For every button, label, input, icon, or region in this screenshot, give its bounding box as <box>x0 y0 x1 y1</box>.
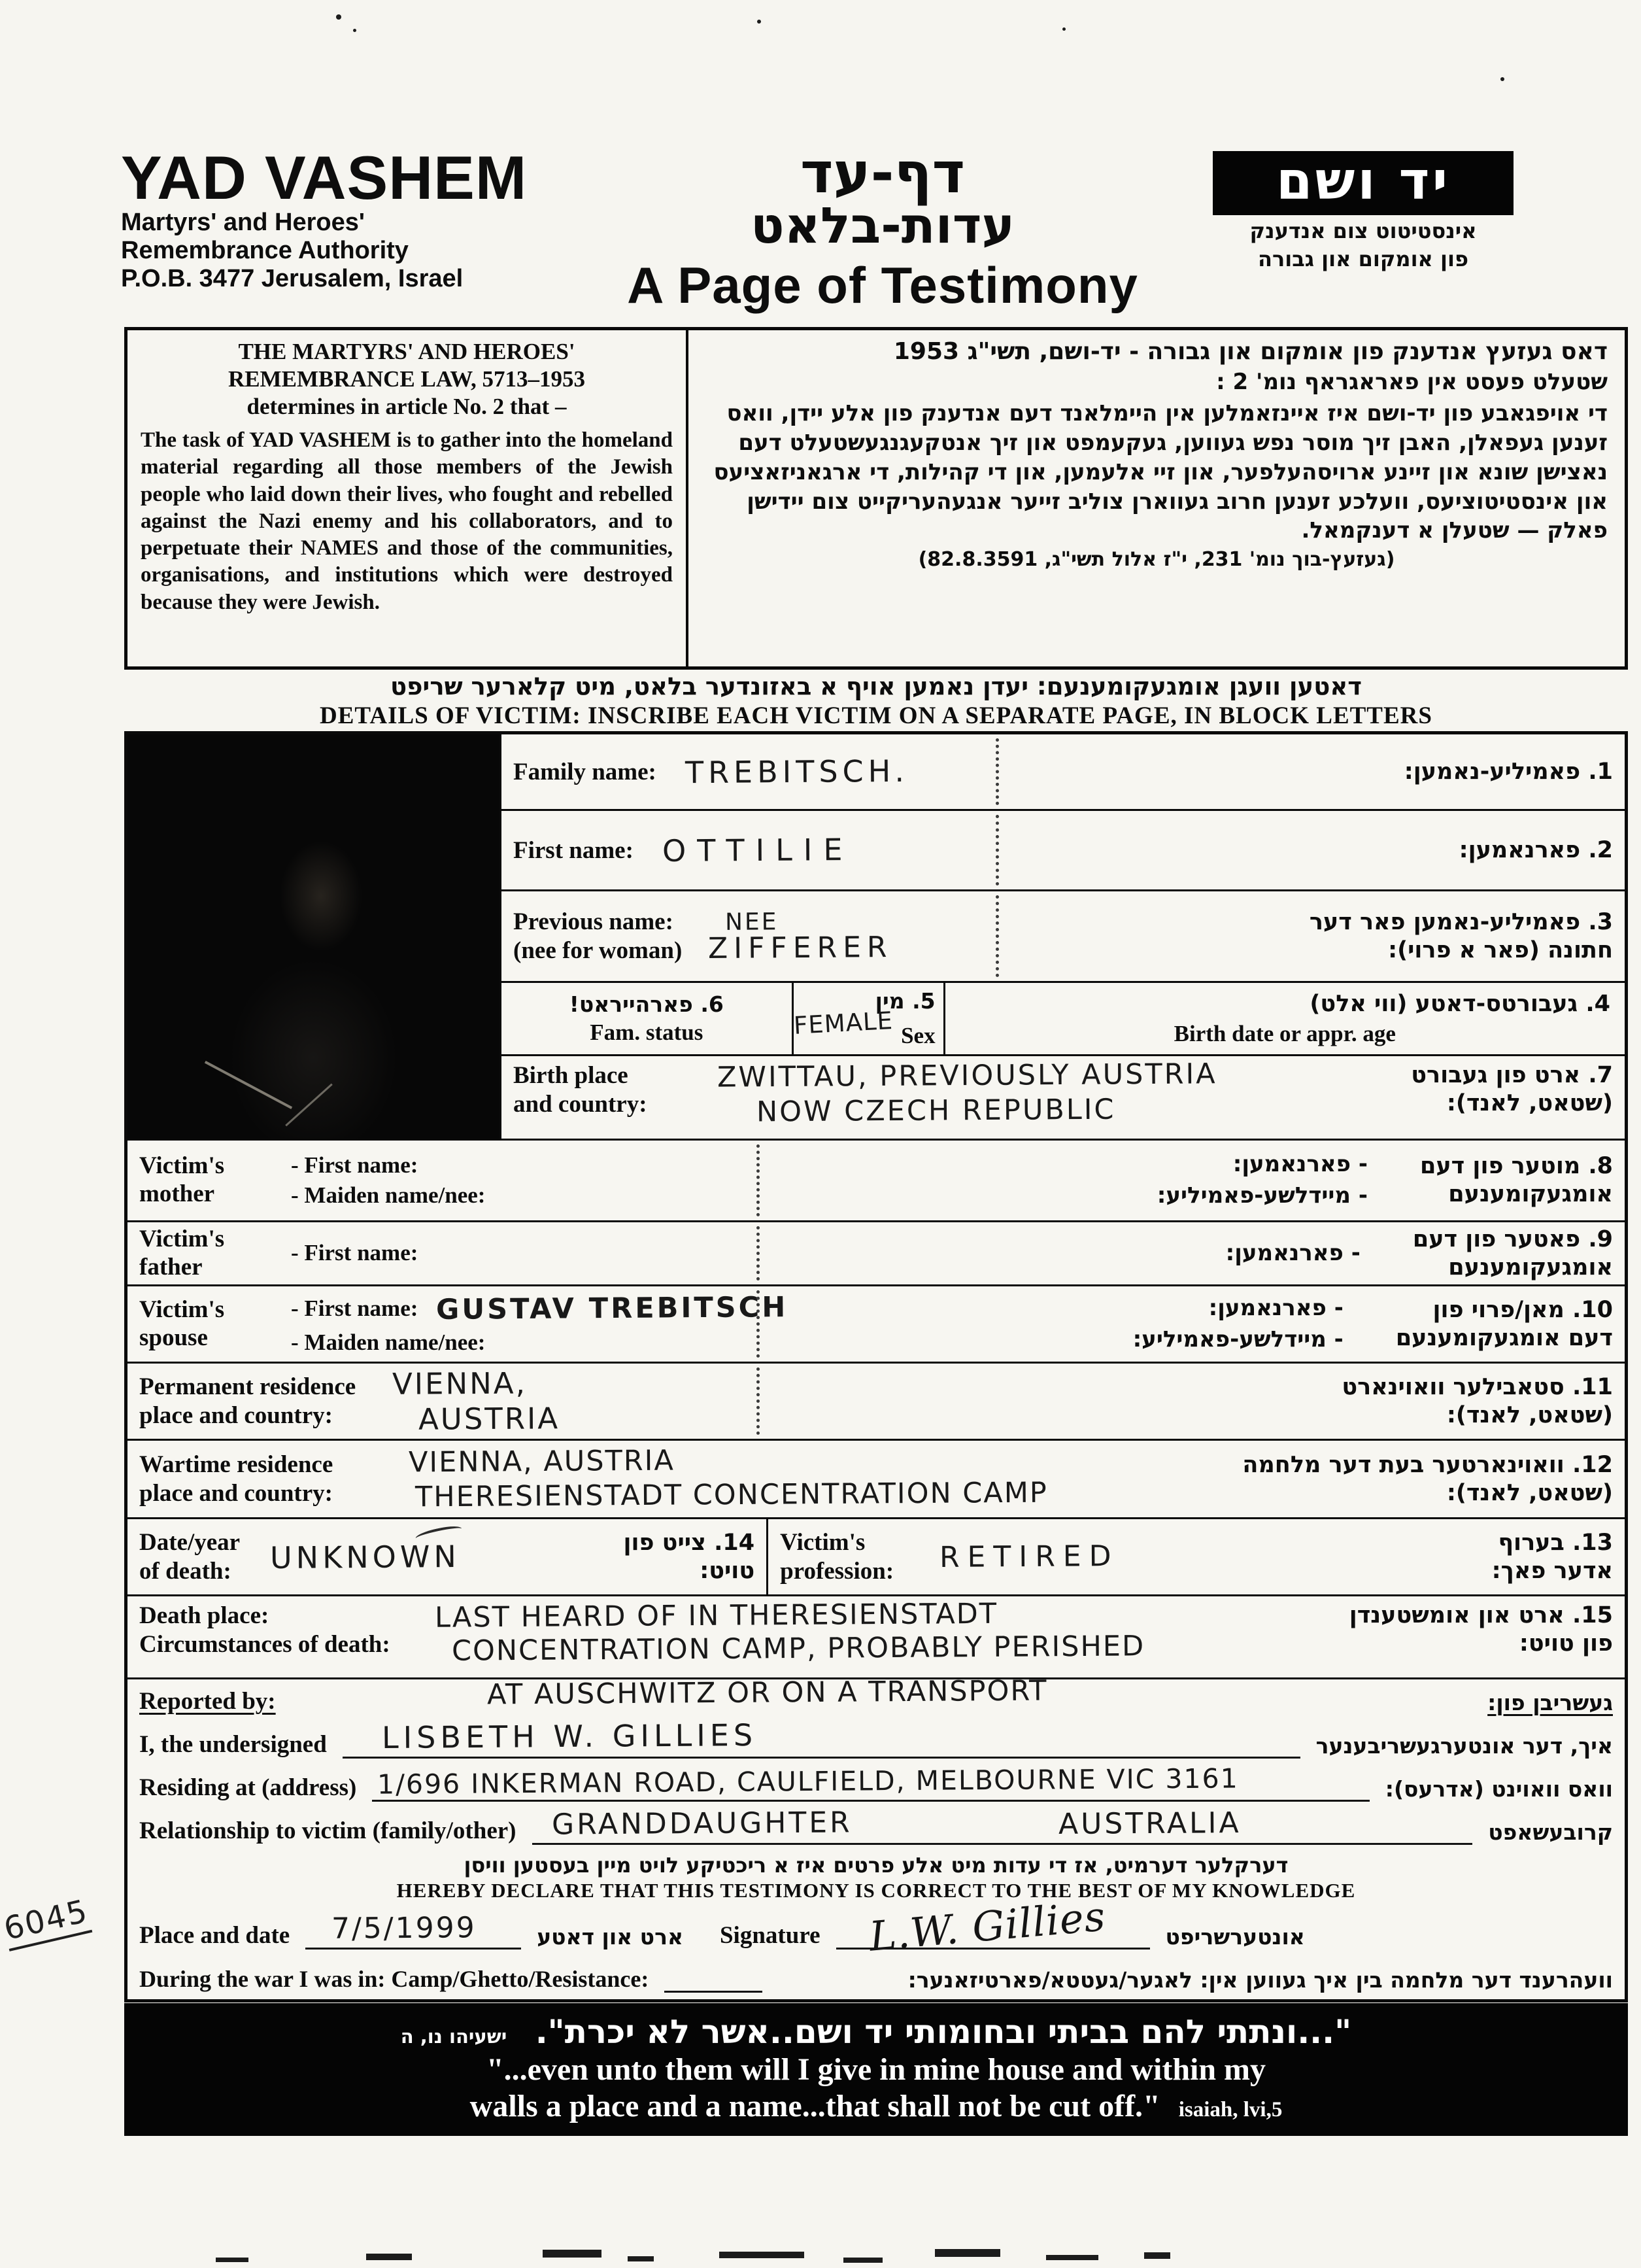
law-text-yiddish <box>688 330 1625 666</box>
mother-label-line1: Victim's <box>139 1152 225 1180</box>
residing-blank <box>372 1762 1369 1802</box>
scan-noise <box>1046 2255 1098 2260</box>
victim-instructions <box>124 672 1628 730</box>
archive-margin-note: 6045 <box>1 1893 93 1951</box>
org-sub-line3: P.O.B. 3477 Jerusalem, Israel <box>121 264 464 292</box>
dotted-divider <box>996 895 999 977</box>
previous-name-value <box>708 910 892 963</box>
previous-name-value-nee: NEE <box>725 908 779 936</box>
death-place-label-line2: Circumstances of death: <box>139 1630 390 1658</box>
place-date-label-hebrew: ארט און דאטע <box>537 1924 683 1950</box>
death-place-value-line1: LAST HEARD OF IN THERESIENSTADT <box>434 1597 998 1634</box>
birth-place-label-line1: Birth place <box>513 1062 628 1089</box>
field-profession <box>768 1519 1625 1594</box>
scan-noise <box>843 2258 883 2263</box>
signature-label: Signature <box>719 1922 820 1949</box>
date-of-death-label-hebrew-line2: טויט: <box>700 1557 755 1584</box>
relationship-value: GRANDDAUGHTER <box>551 1806 853 1842</box>
residing-label-hebrew: וואס וואוינט (אדרעס): <box>1385 1776 1613 1802</box>
spouse-maiden-name-label-hebrew: - מיידלשע-פאמיליע: <box>1132 1326 1344 1352</box>
spouse-label-hebrew-line2: דעם אומגעקומענעם <box>1395 1324 1613 1351</box>
fam-status-label: Fam. status <box>590 1020 703 1045</box>
field-date-of-death <box>127 1519 768 1594</box>
logo-block <box>1213 147 1514 271</box>
previous-name-label-line2: (nee for woman) <box>513 936 683 964</box>
father-sublabels <box>291 1238 418 1268</box>
logo-sub-line2: פון אומקום און גבורה <box>1257 246 1468 271</box>
family-name-value: TREBITSCH. <box>685 753 909 791</box>
title-hebrew-line1: דף-עד <box>800 141 966 206</box>
relationship-label-hebrew: קרובעשאפט <box>1488 1819 1613 1845</box>
field-birth-date <box>945 983 1625 1054</box>
law-reference-yiddish: (געזעץ-בוך נומ' 231, י"ז אלול תשי"ג, 82.8.3591) <box>918 548 1395 572</box>
declaration-yiddish: דערקלער דערמיט, אז די עדות מיט אלע פרטים איז א ריכטיקע לויט מיין בעסטען וויסן <box>464 1853 1289 1878</box>
verse-english-part2: walls a place and a name...that shall not be cut off." <box>469 2088 1160 2123</box>
scan-noise <box>628 2256 654 2261</box>
mother-label-hebrew-group <box>1157 1149 1613 1211</box>
during-war-blank <box>664 1957 762 1993</box>
verse-hebrew-reference: ישעיהו נו, ה <box>400 2025 507 2048</box>
permanent-residence-value-line2: AUSTRIA <box>418 1400 560 1437</box>
profession-label <box>780 1528 894 1585</box>
spouse-label-line1: Victim's <box>139 1296 225 1323</box>
father-label <box>139 1226 275 1281</box>
mother-first-name-label-hebrew: - פארנאמען: <box>1232 1151 1368 1178</box>
birth-place-value-line1: ZWITTAU, PREVIOUSLY AUSTRIA <box>717 1057 1217 1094</box>
death-place-label-hebrew-line1: 15. ארט און אומשטענדן <box>1349 1602 1613 1628</box>
death-place-label-hebrew <box>1349 1602 1613 1657</box>
relationship-blank <box>532 1806 1473 1845</box>
field-spouse <box>127 1286 1625 1364</box>
verse-english-line1 <box>131 2052 1621 2088</box>
place-date-signature-line <box>139 1892 1613 1961</box>
undersigned-label-hebrew: איך, דער אונטערגעשריבענער <box>1315 1733 1613 1759</box>
victim-photo <box>127 734 501 1139</box>
scan-noise <box>216 2258 248 2262</box>
reporter-address-value: 1/696 INKERMAN ROAD, CAULFIELD, MELBOURNE VIC 3161 <box>377 1762 1240 1800</box>
date-of-death-label-line2: of death: <box>139 1557 231 1585</box>
spouse-label-hebrew-group <box>1133 1293 1613 1355</box>
previous-name-label <box>513 908 682 965</box>
field-birth-place <box>501 1056 1625 1139</box>
photo-scratch-mark <box>285 1084 333 1127</box>
previous-name-value-maiden: ZIFFERER <box>708 930 893 965</box>
org-sub-line2: Remembrance Authority <box>121 236 409 264</box>
permanent-residence-label-hebrew <box>1342 1373 1613 1429</box>
mother-sublabels <box>291 1150 485 1211</box>
law-body-yiddish: די אויפגאבע פון יד-ושם איז איינזאמלען אין היימלאנד דעם אנדענק פון אלע יידן, וואס זענען געפאלן, האבן זיך מוסר נפש געווען, געקעמפט און זיך אנטקעגנגעשטעלט דעם נאצישן שונא און זיינע ארויסהעלפער, און זיי אלעמען, און די קהילות, די ארגאניזאציעס און אינסטיטוציעס, וועלכע זענען חרוב געווארן צוליב זייער אנגעהעריקייט צום יידישן פאלק — שטעלן א דענקמאל. <box>713 400 1608 544</box>
relationship-label: Relationship to victim (family/other) <box>139 1817 516 1844</box>
scan-noise <box>1062 27 1066 31</box>
scan-noise <box>719 2252 804 2258</box>
org-sub-line1: Martyrs' and Heroes' <box>121 209 365 236</box>
father-label-line1: Victim's <box>139 1225 225 1252</box>
previous-name-label-hebrew-line2: חתונה (פאר א פרוי): <box>1388 936 1613 963</box>
field-family-name <box>501 734 1625 811</box>
birth-place-label-line2: and country: <box>513 1090 647 1118</box>
verse-hebrew: "...ונתתי להם בביתי ובחומותי יד ושם..אשר לא יכרת". <box>535 2013 1352 2051</box>
title-hebrew-line2: עדות-בלאט <box>750 196 1015 254</box>
mother-maiden-name-label-hebrew: - מיידלשע-פאמיליע: <box>1157 1182 1368 1209</box>
place-date-value: 7/5/1999 <box>331 1911 477 1946</box>
reporter-section <box>127 1679 1625 1999</box>
wartime-residence-label-hebrew <box>1242 1451 1613 1507</box>
date-of-death-label <box>139 1528 240 1585</box>
field-fam-status <box>501 983 794 1054</box>
instruction-english: DETAILS OF VICTIM: INSCRIBE EACH VICTIM ON A SEPARATE PAGE, IN BLOCK LETTERS <box>320 702 1432 729</box>
dotted-divider <box>756 1226 760 1280</box>
dotted-divider <box>756 1144 760 1216</box>
spouse-label-line2: spouse <box>139 1324 208 1351</box>
law-body-english: The task of YAD VASHEM is to gather into the homeland material regarding all those members of the Jewish people who laid down their lives, who fought and rebelled against the Nazi enemy and his collaborators, and to perpetuate their NAMES and those of the communities, organisations, and institutions which were destroyed because they were Jewish. <box>141 428 673 614</box>
spouse-first-name-label-hebrew: - פארנאמען: <box>1208 1294 1344 1321</box>
logo-sub-line1: אינסטיטוט צום אנדענק <box>1249 218 1477 243</box>
date-of-death-label-line1: Date/year <box>139 1528 241 1556</box>
declaration-english: HEREBY DECLARE THAT THIS TESTIMONY IS CORRECT TO THE BEST OF MY KNOWLEDGE <box>396 1879 1356 1902</box>
reported-by-label-hebrew: געשריבן פון: <box>1487 1690 1613 1715</box>
scan-noise <box>543 2250 601 2258</box>
father-sublabels-hebrew <box>1226 1238 1361 1269</box>
remembrance-law-box <box>124 327 1628 670</box>
sex-label-hebrew: 5. מין <box>875 988 936 1014</box>
first-name-label-hebrew: 2. פארנאמען: <box>1459 837 1613 863</box>
permanent-residence-label <box>139 1373 356 1430</box>
during-war-line <box>139 1957 1613 1993</box>
date-of-death-value: UNKNOWN <box>269 1538 461 1575</box>
signature-label-hebrew: אונטערשריפט <box>1165 1924 1305 1950</box>
residing-label: Residing at (address) <box>139 1774 357 1801</box>
signature-value: L.W. Gillies <box>867 1892 1108 1961</box>
undersigned-line <box>139 1717 1613 1759</box>
spouse-first-name-line <box>291 1290 788 1328</box>
mother-label-hebrew <box>1420 1152 1613 1208</box>
death-place-label-line1: Death place: <box>139 1602 269 1629</box>
dotted-divider <box>756 1367 760 1435</box>
relationship-value-country: AUSTRALIA <box>1058 1806 1242 1841</box>
death-place-value <box>434 1597 1145 1711</box>
instruction-yiddish: דאטען וועגן אומגעקומענעם: יעדן נאמען אויף א באזונדער בלאט, מיט קלארער שריפט <box>390 672 1362 700</box>
law-heading-yiddish2: שטעלט פעסט אין פאראגראף נומ' 2 : <box>1216 368 1608 395</box>
father-label-hebrew <box>1413 1226 1613 1281</box>
scan-noise <box>757 20 761 24</box>
photo-scratch-mark <box>205 1061 292 1109</box>
verse-english-part1: "...even unto them will I give in mine house and within my <box>486 2052 1266 2087</box>
place-date-blank <box>305 1911 521 1950</box>
birth-place-label-hebrew <box>1411 1061 1613 1117</box>
father-label-line2: father <box>139 1253 203 1280</box>
wartime-residence-value-line1: VIENNA, AUSTRIA <box>408 1444 675 1479</box>
death-place-value-line2: CONCENTRATION CAMP, PROBABLY PERISHED <box>451 1630 1145 1668</box>
birth-place-label <box>513 1061 647 1118</box>
field-father <box>127 1222 1625 1286</box>
scan-noise <box>1500 77 1504 81</box>
during-war-label-hebrew: וועהרענד דער מלחמה בין איך געווען אין: לאגער/געטטא/פארטיזאנער: <box>907 1967 1613 1993</box>
during-war-label: During the war I was in: Camp/Ghetto/Resistance: <box>139 1966 649 1992</box>
org-block <box>121 143 552 293</box>
permanent-residence-value <box>392 1366 560 1437</box>
mother-sublabels-hebrew <box>1157 1149 1368 1211</box>
field-status-sex-birthdate <box>501 983 1625 1056</box>
birth-place-value-line2: NOW CZECH REPUBLIC <box>756 1093 1116 1129</box>
birth-place-label-hebrew-line2: (שטאט, לאנד): <box>1446 1090 1613 1116</box>
fam-status-label-hebrew: 6. פארהייראט! <box>569 991 724 1017</box>
spouse-label <box>139 1296 275 1352</box>
law-text-english <box>127 330 688 666</box>
mother-label <box>139 1152 275 1208</box>
reported-by-label: Reported by: <box>139 1688 276 1715</box>
profession-label-hebrew-line1: 13. בערוף <box>1498 1529 1613 1556</box>
field-mother <box>127 1141 1625 1222</box>
law-heading-line3: determines in article No. 2 that – <box>246 394 567 419</box>
family-name-label: Family name: <box>513 758 656 785</box>
form-header <box>121 141 1599 315</box>
mother-label-hebrew-line2: אומגעקומענעם <box>1448 1181 1613 1207</box>
scripture-banner <box>124 2003 1628 2136</box>
wartime-residence-label-hebrew-line1: 12. וואוינארטער בעת דער מלחמה <box>1242 1451 1613 1478</box>
father-first-name-label-hebrew: - פארנאמען: <box>1225 1239 1361 1266</box>
reporter-name-value: LISBETH W. GILLIES <box>381 1717 758 1756</box>
field-death-date-and-profession <box>127 1519 1625 1596</box>
profession-label-line1: Victim's <box>780 1528 866 1556</box>
permanent-residence-value-line1: VIENNA, <box>392 1366 528 1402</box>
first-name-label: First name: <box>513 836 634 864</box>
spouse-maiden-name-label: - Maiden name/nee: <box>291 1329 486 1355</box>
mother-label-line2: mother <box>139 1180 215 1207</box>
law-heading-line1: THE MARTYRS' AND HEROES' <box>238 339 575 364</box>
verse-hebrew-line <box>131 2012 1621 2052</box>
law-heading-yiddish1: דאס געזעץ אנדענק פון אומקום און גבורה - יד-ושם, תשי"ג 1953 <box>893 338 1608 365</box>
signature-blank <box>836 1892 1150 1961</box>
father-label-hebrew-line1: 9. פאטער פון דעם <box>1412 1226 1613 1252</box>
undersigned-label: I, the undersigned <box>139 1731 327 1758</box>
wartime-residence-value-line2: THERESIENSTADT CONCENTRATION CAMP <box>414 1476 1048 1514</box>
permanent-residence-label-hebrew-line2: (שטאט, לאנד): <box>1446 1401 1613 1428</box>
relationship-line <box>139 1806 1613 1845</box>
profession-label-hebrew <box>1492 1529 1613 1585</box>
dotted-divider <box>756 1290 760 1358</box>
field-sex <box>794 983 945 1054</box>
verse-english-line2 <box>131 2088 1621 2125</box>
field-previous-name <box>501 891 1625 983</box>
spouse-sublabels <box>291 1290 788 1358</box>
mother-maiden-name-label: - Maiden name/nee: <box>291 1182 486 1208</box>
family-name-label-hebrew: 1. פאמיליע-נאמען: <box>1404 759 1613 785</box>
mother-label-hebrew-line1: 8. מוטער פון דעם <box>1419 1153 1613 1180</box>
previous-name-label-hebrew <box>1310 908 1613 964</box>
law-heading-line2: REMEMBRANCE LAW, 5713–1953 <box>228 366 586 392</box>
death-place-label-hebrew-line2: פון טויט: <box>1519 1630 1613 1657</box>
scan-noise <box>336 14 341 20</box>
scan-noise <box>353 29 356 32</box>
profession-value: RETIRED <box>939 1539 1119 1574</box>
father-label-hebrew-group <box>1226 1226 1613 1281</box>
father-first-name-label: - First name: <box>291 1240 418 1266</box>
birth-place-value <box>717 1057 1217 1129</box>
birth-date-label: Birth date or appr. age <box>1174 1020 1396 1046</box>
profession-label-line2: profession: <box>780 1557 894 1585</box>
father-label-hebrew-line2: אומגעקומענעם <box>1448 1254 1613 1280</box>
residing-line <box>139 1762 1613 1802</box>
spouse-first-name-label: - First name: <box>291 1296 418 1322</box>
scan-noise <box>1144 2252 1170 2259</box>
yad-vashem-logo: יד ושם <box>1213 151 1514 215</box>
spouse-label-hebrew-line1: 10. מאן/פרוי פון <box>1432 1296 1613 1323</box>
dotted-divider <box>996 815 999 885</box>
victim-details-form <box>124 731 1628 2002</box>
fields-column <box>501 734 1625 1139</box>
birth-place-label-hebrew-line1: 7. ארט פון געבורט <box>1411 1062 1613 1088</box>
spouse-sublabels-hebrew <box>1133 1293 1344 1355</box>
field-wartime-residence <box>127 1441 1625 1519</box>
wartime-residence-label-line1: Wartime residence <box>139 1451 333 1478</box>
field-permanent-residence <box>127 1364 1625 1441</box>
previous-name-label-line1: Previous name: <box>513 908 673 935</box>
birth-date-label-hebrew: 4. געבורטס-דאטע (ווי אלט) <box>1310 990 1610 1017</box>
first-name-value: OTTILIE <box>662 831 854 869</box>
permanent-residence-label-hebrew-line1: 11. סטאבילער וואוינארט <box>1342 1373 1613 1400</box>
previous-name-label-hebrew-line1: 3. פאמיליע-נאמען פאר דער <box>1309 908 1613 935</box>
profession-label-hebrew-line2: אדער פאך: <box>1491 1557 1613 1584</box>
page-title-block <box>552 141 1213 315</box>
undersigned-blank <box>343 1717 1300 1759</box>
sex-value: FEMALE <box>792 1006 894 1040</box>
death-place-label <box>139 1602 390 1658</box>
verse-english-reference: isaiah, lvi,5 <box>1178 2097 1283 2122</box>
wartime-residence-label-hebrew-line2: (שטאט, לאנד): <box>1446 1479 1613 1506</box>
place-date-label: Place and date <box>139 1922 290 1949</box>
page-title: A Page of Testimony <box>627 256 1138 314</box>
permanent-residence-label-line2: place and country: <box>139 1401 333 1429</box>
scan-noise <box>366 2254 412 2260</box>
form-top-section <box>127 734 1625 1141</box>
org-name: YAD VASHEM <box>121 143 528 212</box>
dotted-divider <box>996 738 999 805</box>
spouse-first-name-value: GUSTAV TREBITSCH <box>436 1291 788 1326</box>
mother-first-name-label: - First name: <box>291 1152 418 1178</box>
spouse-label-hebrew <box>1396 1296 1613 1352</box>
wartime-residence-value <box>408 1444 1048 1514</box>
date-of-death-label-hebrew-line1: 14. צייט פון <box>623 1529 755 1556</box>
permanent-residence-label-line1: Permanent residence <box>139 1373 356 1400</box>
date-of-death-label-hebrew <box>623 1529 754 1585</box>
scan-noise <box>935 2249 1000 2257</box>
wartime-residence-label <box>139 1451 333 1507</box>
wartime-residence-label-line2: place and country: <box>139 1479 333 1507</box>
sex-label: Sex <box>901 1023 936 1048</box>
field-first-name <box>501 811 1625 891</box>
death-place-value-line3: AT AUSCHWITZ OR ON A TRANSPORT <box>486 1674 1048 1711</box>
